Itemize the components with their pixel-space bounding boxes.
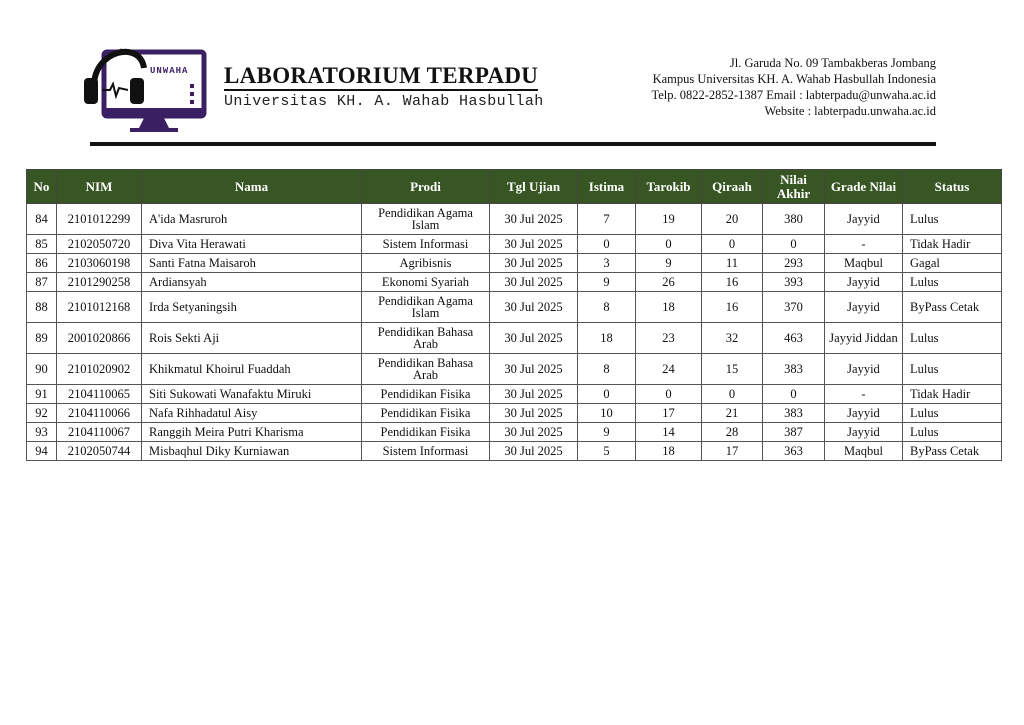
col-header-nilai-akhir: Nilai Akhir bbox=[763, 170, 825, 204]
table-row bbox=[27, 442, 1002, 461]
col-header-status: Status bbox=[903, 170, 1002, 204]
cell-tgl-ujian: 30 Jul 2025 bbox=[490, 235, 578, 254]
results-table bbox=[26, 169, 1002, 461]
cell-prodi: Pendidikan Fisika bbox=[362, 423, 490, 442]
cell-no: 84 bbox=[27, 204, 57, 235]
col-header-tgl-ujian: Tgl Ujian bbox=[490, 170, 578, 204]
cell-nim: 2101012299 bbox=[57, 204, 142, 235]
cell-nim: 2102050720 bbox=[57, 235, 142, 254]
table-row bbox=[27, 423, 1002, 442]
cell-nilai-akhir: 387 bbox=[763, 423, 825, 442]
cell-no: 85 bbox=[27, 235, 57, 254]
cell-istima: 3 bbox=[578, 254, 636, 273]
cell-grade: Jayyid bbox=[825, 423, 903, 442]
cell-grade: Jayyid bbox=[825, 204, 903, 235]
cell-prodi: Pendidikan Agama Islam bbox=[362, 292, 490, 323]
cell-qiraah: 21 bbox=[702, 404, 763, 423]
table-row bbox=[27, 254, 1002, 273]
contact-website: Website : labterpadu.unwaha.ac.id bbox=[764, 104, 936, 118]
cell-istima: 8 bbox=[578, 354, 636, 385]
col-header-prodi: Prodi bbox=[362, 170, 490, 204]
cell-istima: 0 bbox=[578, 385, 636, 404]
cell-istima: 5 bbox=[578, 442, 636, 461]
cell-qiraah: 17 bbox=[702, 442, 763, 461]
cell-istima: 8 bbox=[578, 292, 636, 323]
cell-prodi: Agribisnis bbox=[362, 254, 490, 273]
cell-qiraah: 11 bbox=[702, 254, 763, 273]
table-header-row bbox=[27, 170, 1002, 204]
col-header-nama: Nama bbox=[142, 170, 362, 204]
col-header-nim: NIM bbox=[57, 170, 142, 204]
cell-tarokib: 17 bbox=[636, 404, 702, 423]
cell-nilai-akhir: 293 bbox=[763, 254, 825, 273]
cell-nim: 2101020902 bbox=[57, 354, 142, 385]
cell-nim: 2103060198 bbox=[57, 254, 142, 273]
cell-grade: - bbox=[825, 235, 903, 254]
cell-tgl-ujian: 30 Jul 2025 bbox=[490, 404, 578, 423]
cell-istima: 18 bbox=[578, 323, 636, 354]
cell-nim: 2001020866 bbox=[57, 323, 142, 354]
cell-no: 88 bbox=[27, 292, 57, 323]
cell-prodi: Pendidikan Agama Islam bbox=[362, 204, 490, 235]
cell-nim: 2101012168 bbox=[57, 292, 142, 323]
cell-grade: Jayyid bbox=[825, 273, 903, 292]
cell-prodi: Sistem Informasi bbox=[362, 235, 490, 254]
header-rule bbox=[90, 142, 936, 146]
cell-nama: Misbaqhul Diky Kurniawan bbox=[142, 442, 362, 461]
cell-status: Lulus bbox=[903, 404, 1002, 423]
col-header-no: No bbox=[27, 170, 57, 204]
cell-no: 94 bbox=[27, 442, 57, 461]
cell-prodi: Ekonomi Syariah bbox=[362, 273, 490, 292]
cell-nama: A'ida Masruroh bbox=[142, 204, 362, 235]
table-row bbox=[27, 354, 1002, 385]
cell-status: Lulus bbox=[903, 273, 1002, 292]
cell-grade: - bbox=[825, 385, 903, 404]
cell-tgl-ujian: 30 Jul 2025 bbox=[490, 354, 578, 385]
cell-tgl-ujian: 30 Jul 2025 bbox=[490, 385, 578, 404]
cell-status: Gagal bbox=[903, 254, 1002, 273]
cell-nilai-akhir: 370 bbox=[763, 292, 825, 323]
cell-no: 90 bbox=[27, 354, 57, 385]
cell-istima: 0 bbox=[578, 235, 636, 254]
contact-campus: Kampus Universitas KH. A. Wahab Hasbullah Indonesia bbox=[652, 72, 936, 86]
col-header-istima: Istima bbox=[578, 170, 636, 204]
cell-grade: Maqbul bbox=[825, 442, 903, 461]
cell-prodi: Pendidikan Bahasa Arab bbox=[362, 354, 490, 385]
cell-istima: 7 bbox=[578, 204, 636, 235]
cell-status: Lulus bbox=[903, 354, 1002, 385]
cell-tarokib: 0 bbox=[636, 385, 702, 404]
cell-status: ByPass Cetak bbox=[903, 292, 1002, 323]
cell-nama: Ranggih Meira Putri Kharisma bbox=[142, 423, 362, 442]
cell-status: Lulus bbox=[903, 323, 1002, 354]
cell-status: Tidak Hadir bbox=[903, 235, 1002, 254]
cell-tarokib: 14 bbox=[636, 423, 702, 442]
col-header-grade-nilai: Grade Nilai bbox=[825, 170, 903, 204]
cell-tgl-ujian: 30 Jul 2025 bbox=[490, 292, 578, 323]
cell-tarokib: 18 bbox=[636, 442, 702, 461]
cell-qiraah: 32 bbox=[702, 323, 763, 354]
cell-qiraah: 16 bbox=[702, 273, 763, 292]
cell-tgl-ujian: 30 Jul 2025 bbox=[490, 254, 578, 273]
cell-status: Lulus bbox=[903, 423, 1002, 442]
unwaha-logo-icon bbox=[82, 38, 212, 134]
cell-no: 87 bbox=[27, 273, 57, 292]
cell-nama: Khikmatul Khoirul Fuaddah bbox=[142, 354, 362, 385]
cell-nilai-akhir: 383 bbox=[763, 404, 825, 423]
table-body bbox=[27, 204, 1002, 461]
svg-text:UNWAHA: UNWAHA bbox=[150, 66, 189, 76]
cell-nama: Nafa Rihhadatul Aisy bbox=[142, 404, 362, 423]
cell-tgl-ujian: 30 Jul 2025 bbox=[490, 423, 578, 442]
contact-phone-email: Telp. 0822-2852-1387 Email : labterpadu@unwaha.ac.id bbox=[651, 88, 936, 102]
cell-tarokib: 23 bbox=[636, 323, 702, 354]
cell-prodi: Pendidikan Fisika bbox=[362, 385, 490, 404]
cell-qiraah: 0 bbox=[702, 385, 763, 404]
cell-status: Lulus bbox=[903, 204, 1002, 235]
contact-address: Jl. Garuda No. 09 Tambakberas Jombang bbox=[729, 56, 936, 70]
cell-tarokib: 0 bbox=[636, 235, 702, 254]
cell-nama: Irda Setyaningsih bbox=[142, 292, 362, 323]
cell-tarokib: 26 bbox=[636, 273, 702, 292]
cell-qiraah: 16 bbox=[702, 292, 763, 323]
university-name: Universitas KH. A. Wahab Hasbullah bbox=[224, 93, 544, 110]
cell-no: 92 bbox=[27, 404, 57, 423]
table-row bbox=[27, 235, 1002, 254]
cell-istima: 9 bbox=[578, 423, 636, 442]
cell-istima: 9 bbox=[578, 273, 636, 292]
cell-no: 93 bbox=[27, 423, 57, 442]
cell-nilai-akhir: 363 bbox=[763, 442, 825, 461]
cell-nilai-akhir: 380 bbox=[763, 204, 825, 235]
cell-tgl-ujian: 30 Jul 2025 bbox=[490, 323, 578, 354]
cell-nim: 2102050744 bbox=[57, 442, 142, 461]
cell-grade: Jayyid bbox=[825, 354, 903, 385]
cell-nama: Siti Sukowati Wanafaktu Miruki bbox=[142, 385, 362, 404]
cell-tarokib: 9 bbox=[636, 254, 702, 273]
cell-nilai-akhir: 0 bbox=[763, 235, 825, 254]
cell-tgl-ujian: 30 Jul 2025 bbox=[490, 273, 578, 292]
cell-status: ByPass Cetak bbox=[903, 442, 1002, 461]
cell-qiraah: 28 bbox=[702, 423, 763, 442]
cell-nilai-akhir: 393 bbox=[763, 273, 825, 292]
table-row bbox=[27, 292, 1002, 323]
table-row bbox=[27, 385, 1002, 404]
cell-grade: Jayyid bbox=[825, 292, 903, 323]
cell-qiraah: 15 bbox=[702, 354, 763, 385]
contact-block bbox=[651, 55, 936, 119]
cell-no: 86 bbox=[27, 254, 57, 273]
table-row bbox=[27, 273, 1002, 292]
table-row bbox=[27, 323, 1002, 354]
cell-grade: Jayyid Jiddan bbox=[825, 323, 903, 354]
table-row bbox=[27, 204, 1002, 235]
cell-nama: Diva Vita Herawati bbox=[142, 235, 362, 254]
cell-nilai-akhir: 383 bbox=[763, 354, 825, 385]
cell-prodi: Sistem Informasi bbox=[362, 442, 490, 461]
cell-status: Tidak Hadir bbox=[903, 385, 1002, 404]
cell-nim: 2101290258 bbox=[57, 273, 142, 292]
cell-no: 89 bbox=[27, 323, 57, 354]
cell-nilai-akhir: 463 bbox=[763, 323, 825, 354]
col-header-tarokib: Tarokib bbox=[636, 170, 702, 204]
cell-nilai-akhir: 0 bbox=[763, 385, 825, 404]
cell-nama: Santi Fatna Maisaroh bbox=[142, 254, 362, 273]
cell-no: 91 bbox=[27, 385, 57, 404]
cell-tarokib: 18 bbox=[636, 292, 702, 323]
cell-nim: 2104110066 bbox=[57, 404, 142, 423]
cell-nama: Rois Sekti Aji bbox=[142, 323, 362, 354]
cell-nim: 2104110065 bbox=[57, 385, 142, 404]
cell-tgl-ujian: 30 Jul 2025 bbox=[490, 204, 578, 235]
cell-prodi: Pendidikan Fisika bbox=[362, 404, 490, 423]
lab-title: LABORATORIUM TERPADU bbox=[224, 63, 538, 91]
cell-qiraah: 0 bbox=[702, 235, 763, 254]
cell-prodi: Pendidikan Bahasa Arab bbox=[362, 323, 490, 354]
cell-tarokib: 24 bbox=[636, 354, 702, 385]
table-row bbox=[27, 404, 1002, 423]
cell-nama: Ardiansyah bbox=[142, 273, 362, 292]
cell-tarokib: 19 bbox=[636, 204, 702, 235]
cell-grade: Jayyid bbox=[825, 404, 903, 423]
cell-nim: 2104110067 bbox=[57, 423, 142, 442]
cell-grade: Maqbul bbox=[825, 254, 903, 273]
letterhead bbox=[82, 38, 940, 150]
col-header-qiraah: Qiraah bbox=[702, 170, 763, 204]
cell-istima: 10 bbox=[578, 404, 636, 423]
cell-qiraah: 20 bbox=[702, 204, 763, 235]
cell-tgl-ujian: 30 Jul 2025 bbox=[490, 442, 578, 461]
